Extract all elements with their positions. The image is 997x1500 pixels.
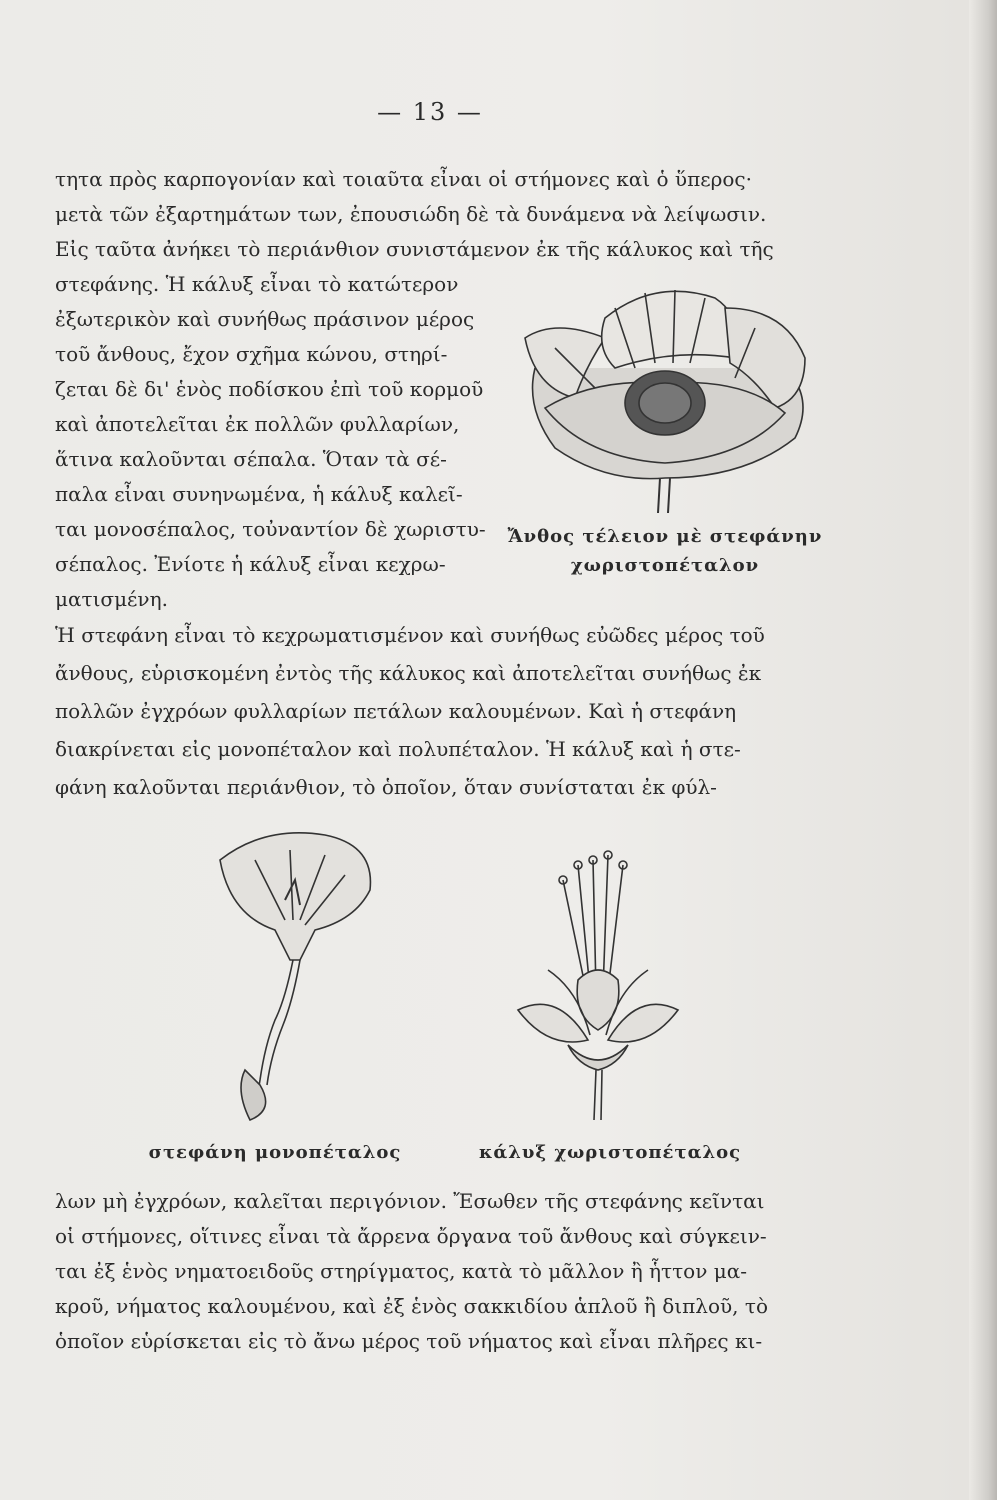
text-line: παλα εἶναι συνηνωμένα, ἡ κάλυξ καλεῖ-: [55, 482, 463, 506]
text-line: στεφάνης. Ἡ κάλυξ εἶναι τὸ κατώτερον: [55, 272, 459, 296]
text-line: ἄνθους, εὑρισκομένη ἐντὸς τῆς κάλυκος καὶ ἀποτελεῖται συνήθως ἐκ: [55, 661, 762, 685]
morning-glory-illustration: [205, 820, 385, 1130]
figure-1-caption-line-2: χωριστοπέταλον: [570, 555, 760, 576]
text-line: Ἡ στεφάνη εἶναι τὸ κεχρωματισμένον καὶ συνήθως εὐῶδες μέρος τοῦ: [55, 623, 765, 647]
text-line: Εἰς ταῦτα ἀνήκει τὸ περιάνθιον συνιστάμενον ἐκ τῆς κάλυκος καὶ τῆς: [55, 237, 774, 261]
page-edge: [969, 0, 997, 1500]
text-line: διακρίνεται εἰς μονοπέταλον καὶ πολυπέταλον. Ἡ κάλυξ καὶ ἡ στε-: [55, 737, 741, 761]
text-line: φάνη καλοῦνται περιάνθιον, τὸ ὁποῖον, ὅταν συνίσταται ἐκ φύλ-: [55, 775, 717, 799]
page-number: — 13 —: [377, 98, 483, 126]
text-line: οἱ στήμονες, οἵτινες εἶναι τὰ ἄρρενα ὄργανα τοῦ ἄνθους καὶ σύγκειν-: [55, 1224, 767, 1248]
text-line: καὶ ἀποτελεῖται ἐκ πολλῶν φυλλαρίων,: [55, 412, 460, 436]
text-line: ἅτινα καλοῦνται σέπαλα. Ὅταν τὰ σέ-: [55, 447, 447, 471]
figure-3-caption: κάλυξ χωριστοπέταλος: [478, 1142, 742, 1163]
text-line: ἐξωτερικὸν καὶ συνήθως πράσινον μέρος: [55, 307, 475, 331]
text-line: ται ἐξ ἑνὸς νηματοειδοῦς στηρίγματος, κατὰ τὸ μᾶλλον ἢ ἧττον μα-: [55, 1259, 747, 1283]
text-line: ζεται δὲ δι' ἑνὸς ποδίσκου ἐπὶ τοῦ κορμοῦ: [55, 377, 484, 401]
figure-1-caption-line-1: Ἄνθος τέλειον μὲ στεφάνην: [507, 526, 823, 547]
figure-2-caption: στεφάνη μονοπέταλος: [148, 1142, 402, 1163]
separate-sepal-flower-illustration: [508, 840, 688, 1130]
text-line: σέπαλος. Ἐνίοτε ἡ κάλυξ εἶναι κεχρω-: [55, 552, 446, 576]
anemone-flower-illustration: [515, 278, 815, 518]
text-line: κροῦ, νήματος καλουμένου, καὶ ἐξ ἑνὸς σακκιδίου ἁπλοῦ ἢ διπλοῦ, τὸ: [55, 1294, 768, 1318]
text-line: τητα πρὸς καρπογονίαν καὶ τοιαῦτα εἶναι οἱ στήμονες καὶ ὁ ὕπερος·: [55, 167, 752, 191]
text-line: ται μονοσέπαλος, τοὐναντίον δὲ χωριστυ-: [55, 517, 486, 541]
text-line: λων μὴ ἐγχρόων, καλεῖται περιγόνιον. Ἔσωθεν τῆς στεφάνης κεῖνται: [55, 1189, 765, 1213]
text-line: μετὰ τῶν ἐξαρτημάτων των, ἐπουσιώδη δὲ τὰ δυνάμενα νὰ λείψωσιν.: [55, 202, 767, 226]
text-line: τοῦ ἄνθους, ἔχον σχῆμα κώνου, στηρί-: [55, 342, 448, 366]
text-line: ματισμένη.: [55, 587, 168, 611]
text-line: πολλῶν ἐγχρόων φυλλαρίων πετάλων καλουμένων. Καὶ ἡ στεφάνη: [55, 699, 737, 723]
text-line: ὁποῖον εὑρίσκεται εἰς τὸ ἄνω μέρος τοῦ νήματος καὶ εἶναι πλῆρες κι-: [55, 1329, 763, 1353]
